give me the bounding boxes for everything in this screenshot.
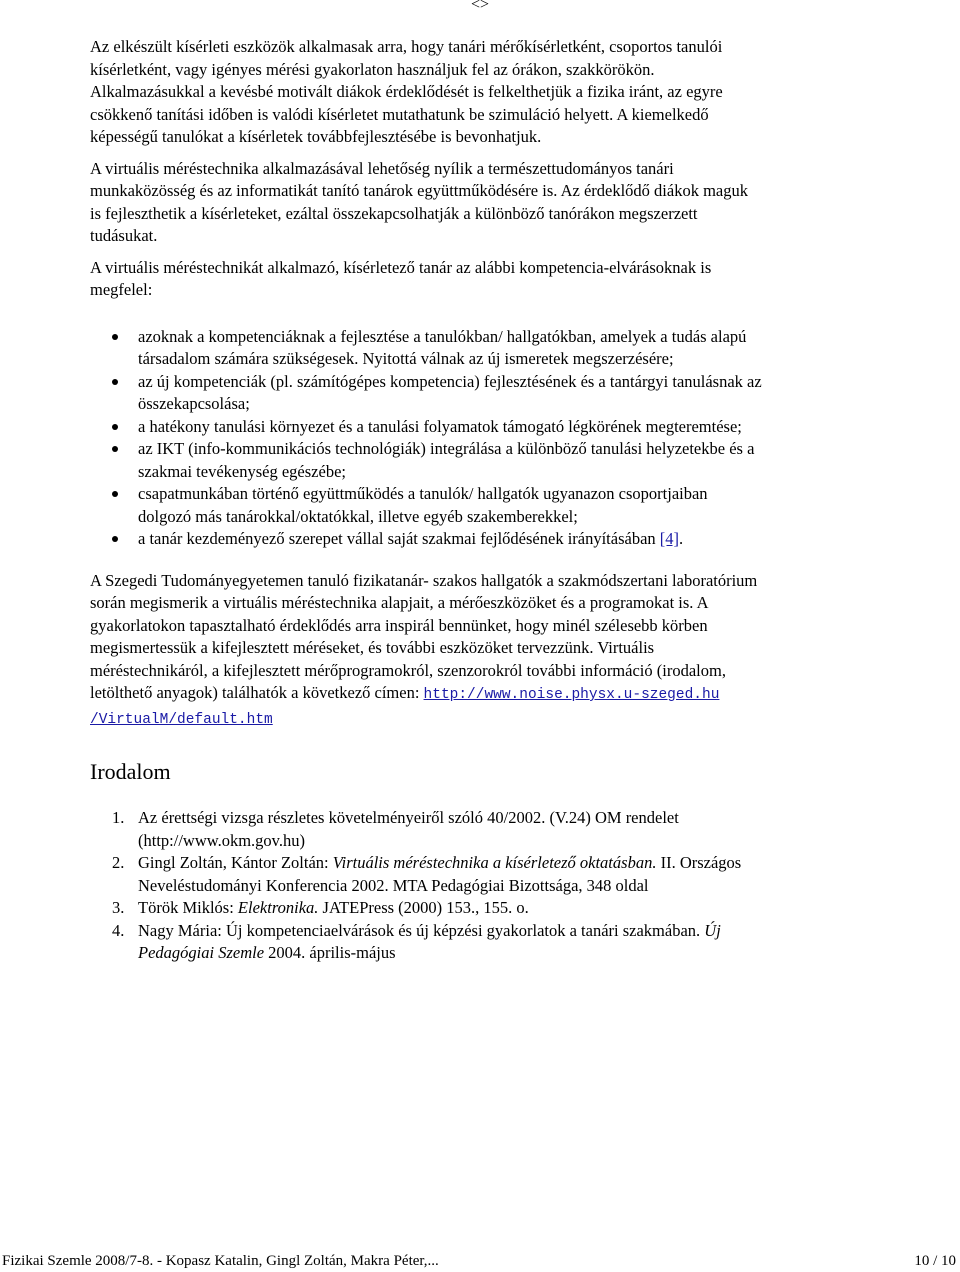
references-list xyxy=(90,807,880,965)
document-body xyxy=(90,36,880,965)
paragraph-virtual-measurement xyxy=(90,158,880,248)
text-line: A virtuális méréstechnika alkalmazásával lehetőség nyílik a természettudományos tanári xyxy=(90,158,674,178)
text-line: csökkenő tanítási időben is valódi kísérletet mutathatunk be szimuláció helyett. A kiemelkedő xyxy=(90,104,709,124)
reference-item: 1. Az érettségi vizsga részletes követelményeiről szóló 40/2002. (V.24) OM rendelet (http://www.okm.gov.hu) xyxy=(112,808,679,850)
url-link[interactable]: http://www.noise.physx.u-szeged.hu xyxy=(423,687,720,703)
text-line: is fejleszthetik a kísérleteket, ezáltal összekapcsolhatják a különböző tanórákon megszerzett xyxy=(90,203,698,223)
page-footer xyxy=(0,1251,960,1271)
list-item: az új kompetenciák (pl. számítógépes kompetencia) fejlesztésének és a tantárgyi tanulásnak az összekapcsolása; xyxy=(138,371,880,416)
paragraph-competencies-intro xyxy=(90,257,880,302)
text-line: Alkalmazásukkal a kevésbé motivált diákok érdeklődését is felkelthetjük a fizika iránt, az egyre xyxy=(90,82,723,101)
text-line: A virtuális méréstechnikát alkalmazó, kísérletező tanár az alábbi kompetencia-elvárásoknak is xyxy=(90,257,712,277)
text-line: munkaközösség és az informatikát tanító tanárok együttműködésére is. Az érdeklődő diákok maguk xyxy=(90,181,748,200)
reference-item: 2. Gingl Zoltán, Kántor Zoltán: Virtuális méréstechnika a kísérletező oktatásban. II. Országos Neveléstudományi Konferencia 2002. MTA Pedagógiai Bizottsága, 348 oldal xyxy=(112,853,742,895)
text-line: tudásukat. xyxy=(90,226,158,245)
list-item: az IKT (info-kommunikációs technológiák) integrálása a különböző tanulási helyzetekbe és a szakmai tevékenység egészébe; xyxy=(138,438,880,483)
references-heading: Irodalom xyxy=(90,759,171,784)
url-link-continued[interactable]: /VirtualM/default.htm xyxy=(90,711,273,728)
list-item: a tanár kezdeményező szerepet vállal saját szakmai fejlődésének irányításában [4]. xyxy=(138,528,880,551)
footer-source: Fizikai Szemle 2008/7-8. - Kopasz Katalin, Gingl Zoltán, Makra Péter,... xyxy=(2,1253,439,1269)
page-number: 10 / 10 xyxy=(914,1253,956,1269)
paragraph-intro xyxy=(90,36,880,149)
text-line: megfelel: xyxy=(90,280,153,299)
text-line: Az elkészült kísérleti eszközök alkalmasak arra, hogy tanári mérőkísérletként, csoportos tanulói xyxy=(90,37,723,56)
reference-item: 3. Török Miklós: Elektronika. JATEPress (2000) 153., 155. o. xyxy=(112,898,529,917)
list-item: a hatékony tanulási környezet és a tanulási folyamatok támogató légkörének megteremtése; xyxy=(138,416,880,439)
list-item: csapatmunkában történő együttműködés a tanulók/ hallgatók ugyanazon csoportjaiban dolgozó más tanárokkal/oktatókkal, illetve egyéb szakemberekkel; xyxy=(138,483,880,528)
list-item: azoknak a kompetenciáknak a fejlesztése a tanulókban/ hallgatókban, amelyek a tudás alapú társadalom számára szükségesek. Nyitottá válnak az új ismeretek megszerzésére; xyxy=(138,326,880,371)
citation-link[interactable]: [4] xyxy=(659,529,680,548)
text-line: kísérletként, vagy igényes mérési gyakorlaton használjuk fel az órákon, szakkörökön. xyxy=(90,59,655,79)
competency-list xyxy=(90,326,880,551)
paragraph-szeged: A Szegedi Tudományegyetemen tanuló fizikatanár- szakos hallgatók a szakmódszertani laboratórium során megismerik a virtuális méréstechnika alapjait, a mérőeszközöket és a programokat is. A gyakorlatokon tapasztalható érdeklődés arra inspirál bennünket, hogy minél szélesebb körben megismertessük a kifejlesztett méréseket, és további eszközöket tervezzünk. Virtuális méréstechnikáról, a kifejlesztett mérőprogramokról, szenzorokról további információ (irodalom, letölthető anyagok) találhatók a következő címen: http://www.noise.physx.u-szeged.hu /VirtualM/default.htm xyxy=(90,570,758,728)
page-nav-arrows[interactable]: <> xyxy=(470,0,490,13)
text-line: képességű tanulókat a kísérletek továbbfejlesztésébe is bevonhatjuk. xyxy=(90,127,542,146)
reference-item: 4. Nagy Mária: Új kompetenciaelvárások és új képzési gyakorlatok a tanári szakmában. Új Pedagógiai Szemle 2004. április-május xyxy=(112,920,721,962)
